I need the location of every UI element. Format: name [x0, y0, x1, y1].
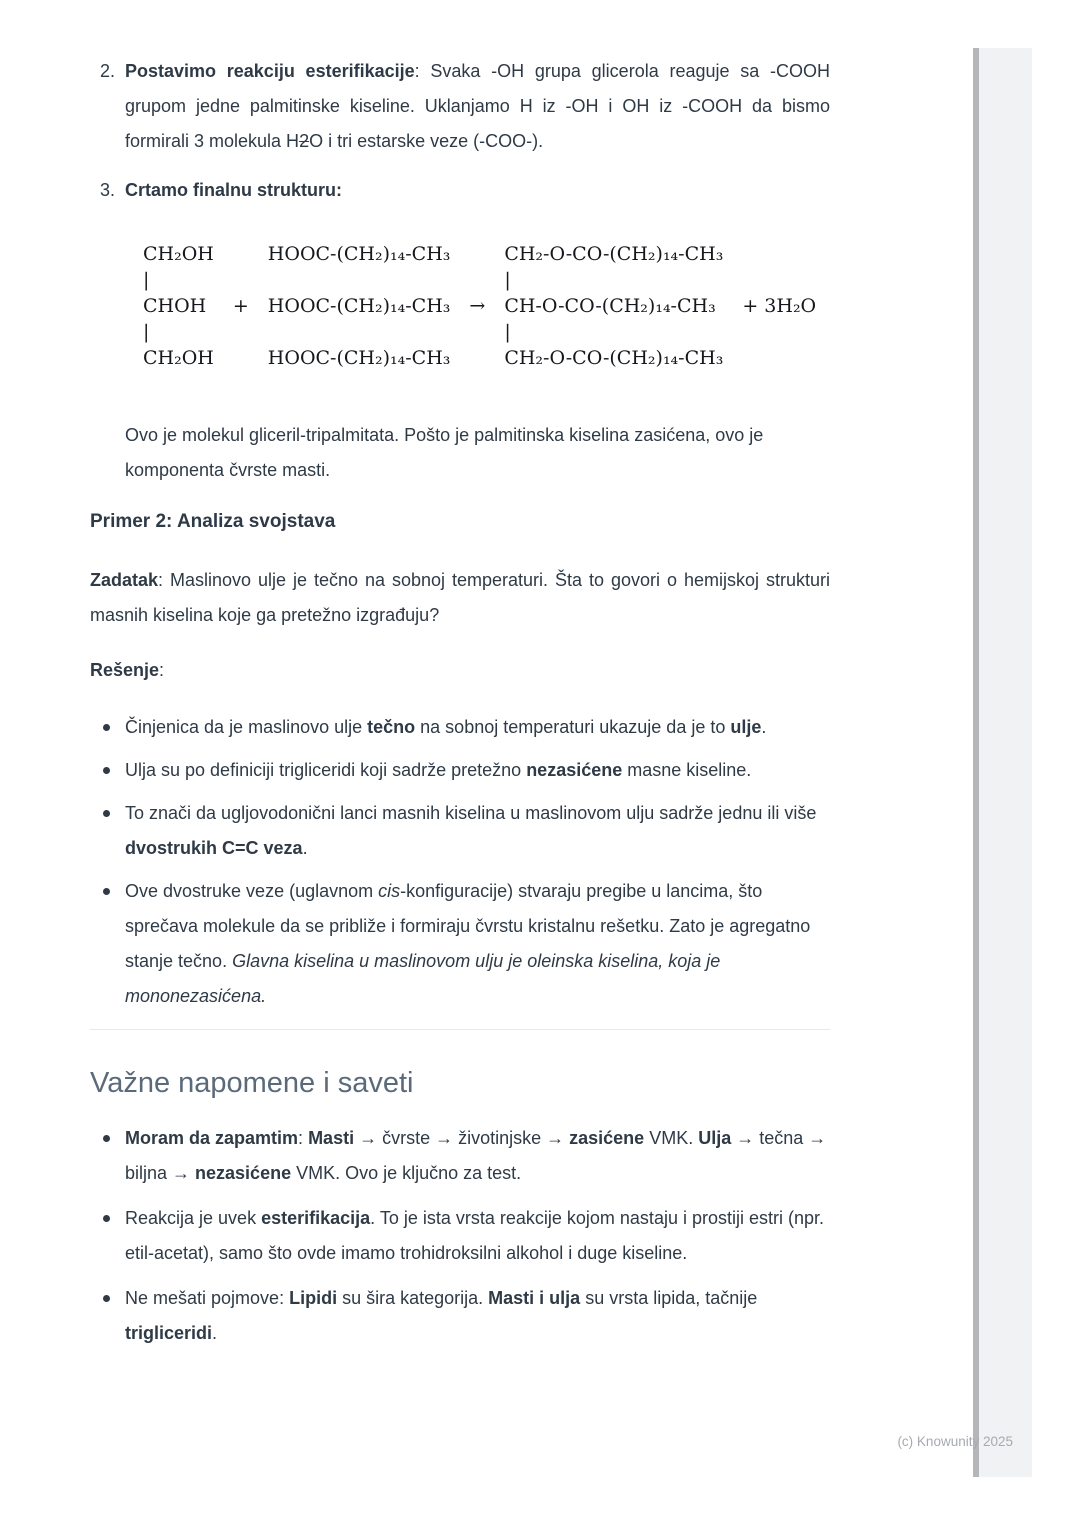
equation-ester-column [504, 241, 723, 371]
bond-line: | [143, 269, 150, 291]
conclusion-paragraph: Ovo je molekul gliceril-tripalmitata. Pošto je palmitinska kiselina zasićena, ovo je komponenta čvrste masti. [125, 425, 764, 480]
solution-bullet-list [90, 710, 830, 1014]
formula-line: CH₂-O-CO-(CH₂)₁₄-CH₃ [504, 243, 724, 265]
formula-line: CHOH [143, 295, 207, 317]
copyright-watermark: (c) Knowunity 2025 [897, 1434, 1013, 1449]
bond-line: | [504, 269, 511, 291]
formula-line: HOOC-(CH₂)₁₄-CH₃ [267, 347, 451, 369]
formula-line: CH₂OH [143, 243, 214, 265]
content-column [90, 0, 830, 1361]
list-item: Moram da zapamtim: Masti → čvrste → životinjske → zasićene VMK. Ulja → tečna → biljna → nezasićene VMK. Ovo je ključno za test. [90, 1121, 830, 1191]
step-number: 2. [100, 61, 116, 81]
step-text: Crtamo finalnu strukturu: [125, 180, 343, 200]
reaction-arrow: → [469, 295, 486, 317]
list-item: To znači da ugljovodonični lanci masnih kiselina u maslinovom ulju sadrže jednu ili više dvostrukih C=C veza. [90, 796, 830, 866]
equation-acid-column [268, 241, 451, 371]
list-item: Činjenica da je maslinovo ulje tečno na sobnoj temperaturi ukazuje da je to ulje. [90, 710, 830, 745]
list-item: Ulja su po definiciji trigliceridi koji sadrže pretežno nezasićene masne kiseline. [90, 753, 830, 788]
numbered-step-2 [90, 54, 830, 159]
page-edge-strip [973, 48, 1032, 1477]
example2-heading: Primer 2: Analiza svojstava [90, 511, 336, 532]
bond-line: | [143, 321, 150, 343]
bond-line: | [504, 321, 511, 343]
plus-operator: + [232, 295, 249, 317]
equation-glycerol-column [143, 241, 214, 371]
formula-line: HOOC-(CH₂)₁₄-CH₃ [267, 243, 451, 265]
section-divider [90, 1029, 830, 1030]
numbered-step-3 [90, 173, 830, 208]
list-item: Ove dvostruke veze (uglavnom cis-konfiguracije) stvaraju pregibe u lancima, što sprečava molekule da se približe i formiraju čvrstu kristalnu rešetku. Zato je agregatno stanje tečno. Glavna kiselina u maslinovom ulju je oleinska kiselina, koja je mononezasićena. [90, 874, 830, 1014]
task-paragraph: Zadatak: Maslinovo ulje je tečno na sobnoj temperaturi. Šta to govori o hemijskoj strukturi masnih kiselina koje ga pretežno izgrađuju? [90, 570, 830, 625]
list-item: Reakcija je uvek esterifikacija. To je ista vrsta reakcije kojom nastaju i prostiji estri (npr. etil-acetat), samo što ovde imamo trohidroksilni alkohol i duge kiseline. [90, 1201, 830, 1271]
chemical-equation [143, 241, 830, 371]
formula-line: CH₂OH [143, 347, 214, 369]
formula-line: CH-O-CO-(CH₂)₁₄-CH₃ [504, 295, 716, 317]
solution-label: Rešenje: [90, 660, 165, 680]
step-text: Postavimo reakciju esterifikacije: Svaka -OH grupa glicerola reaguje sa -COOH grupom jedne palmitinske kiseline. Uklanjamo H iz -OH i OH iz -COOH da bismo formirali 3 molekula H2O i tri estarske veze (-COO-). [125, 61, 830, 151]
formula-line: CH₂-O-CO-(CH₂)₁₄-CH₃ [504, 347, 724, 369]
list-item: Ne mešati pojmove: Lipidi su šira kategorija. Masti i ulja su vrsta lipida, tačnije trigliceridi. [90, 1281, 830, 1351]
notes-section-heading: Važne napomene i saveti [90, 1067, 414, 1099]
step-number: 3. [100, 180, 116, 200]
formula-line: HOOC-(CH₂)₁₄-CH₃ [267, 295, 451, 317]
water-byproduct: + 3H₂O [742, 295, 817, 317]
notes-bullet-list [90, 1121, 830, 1351]
